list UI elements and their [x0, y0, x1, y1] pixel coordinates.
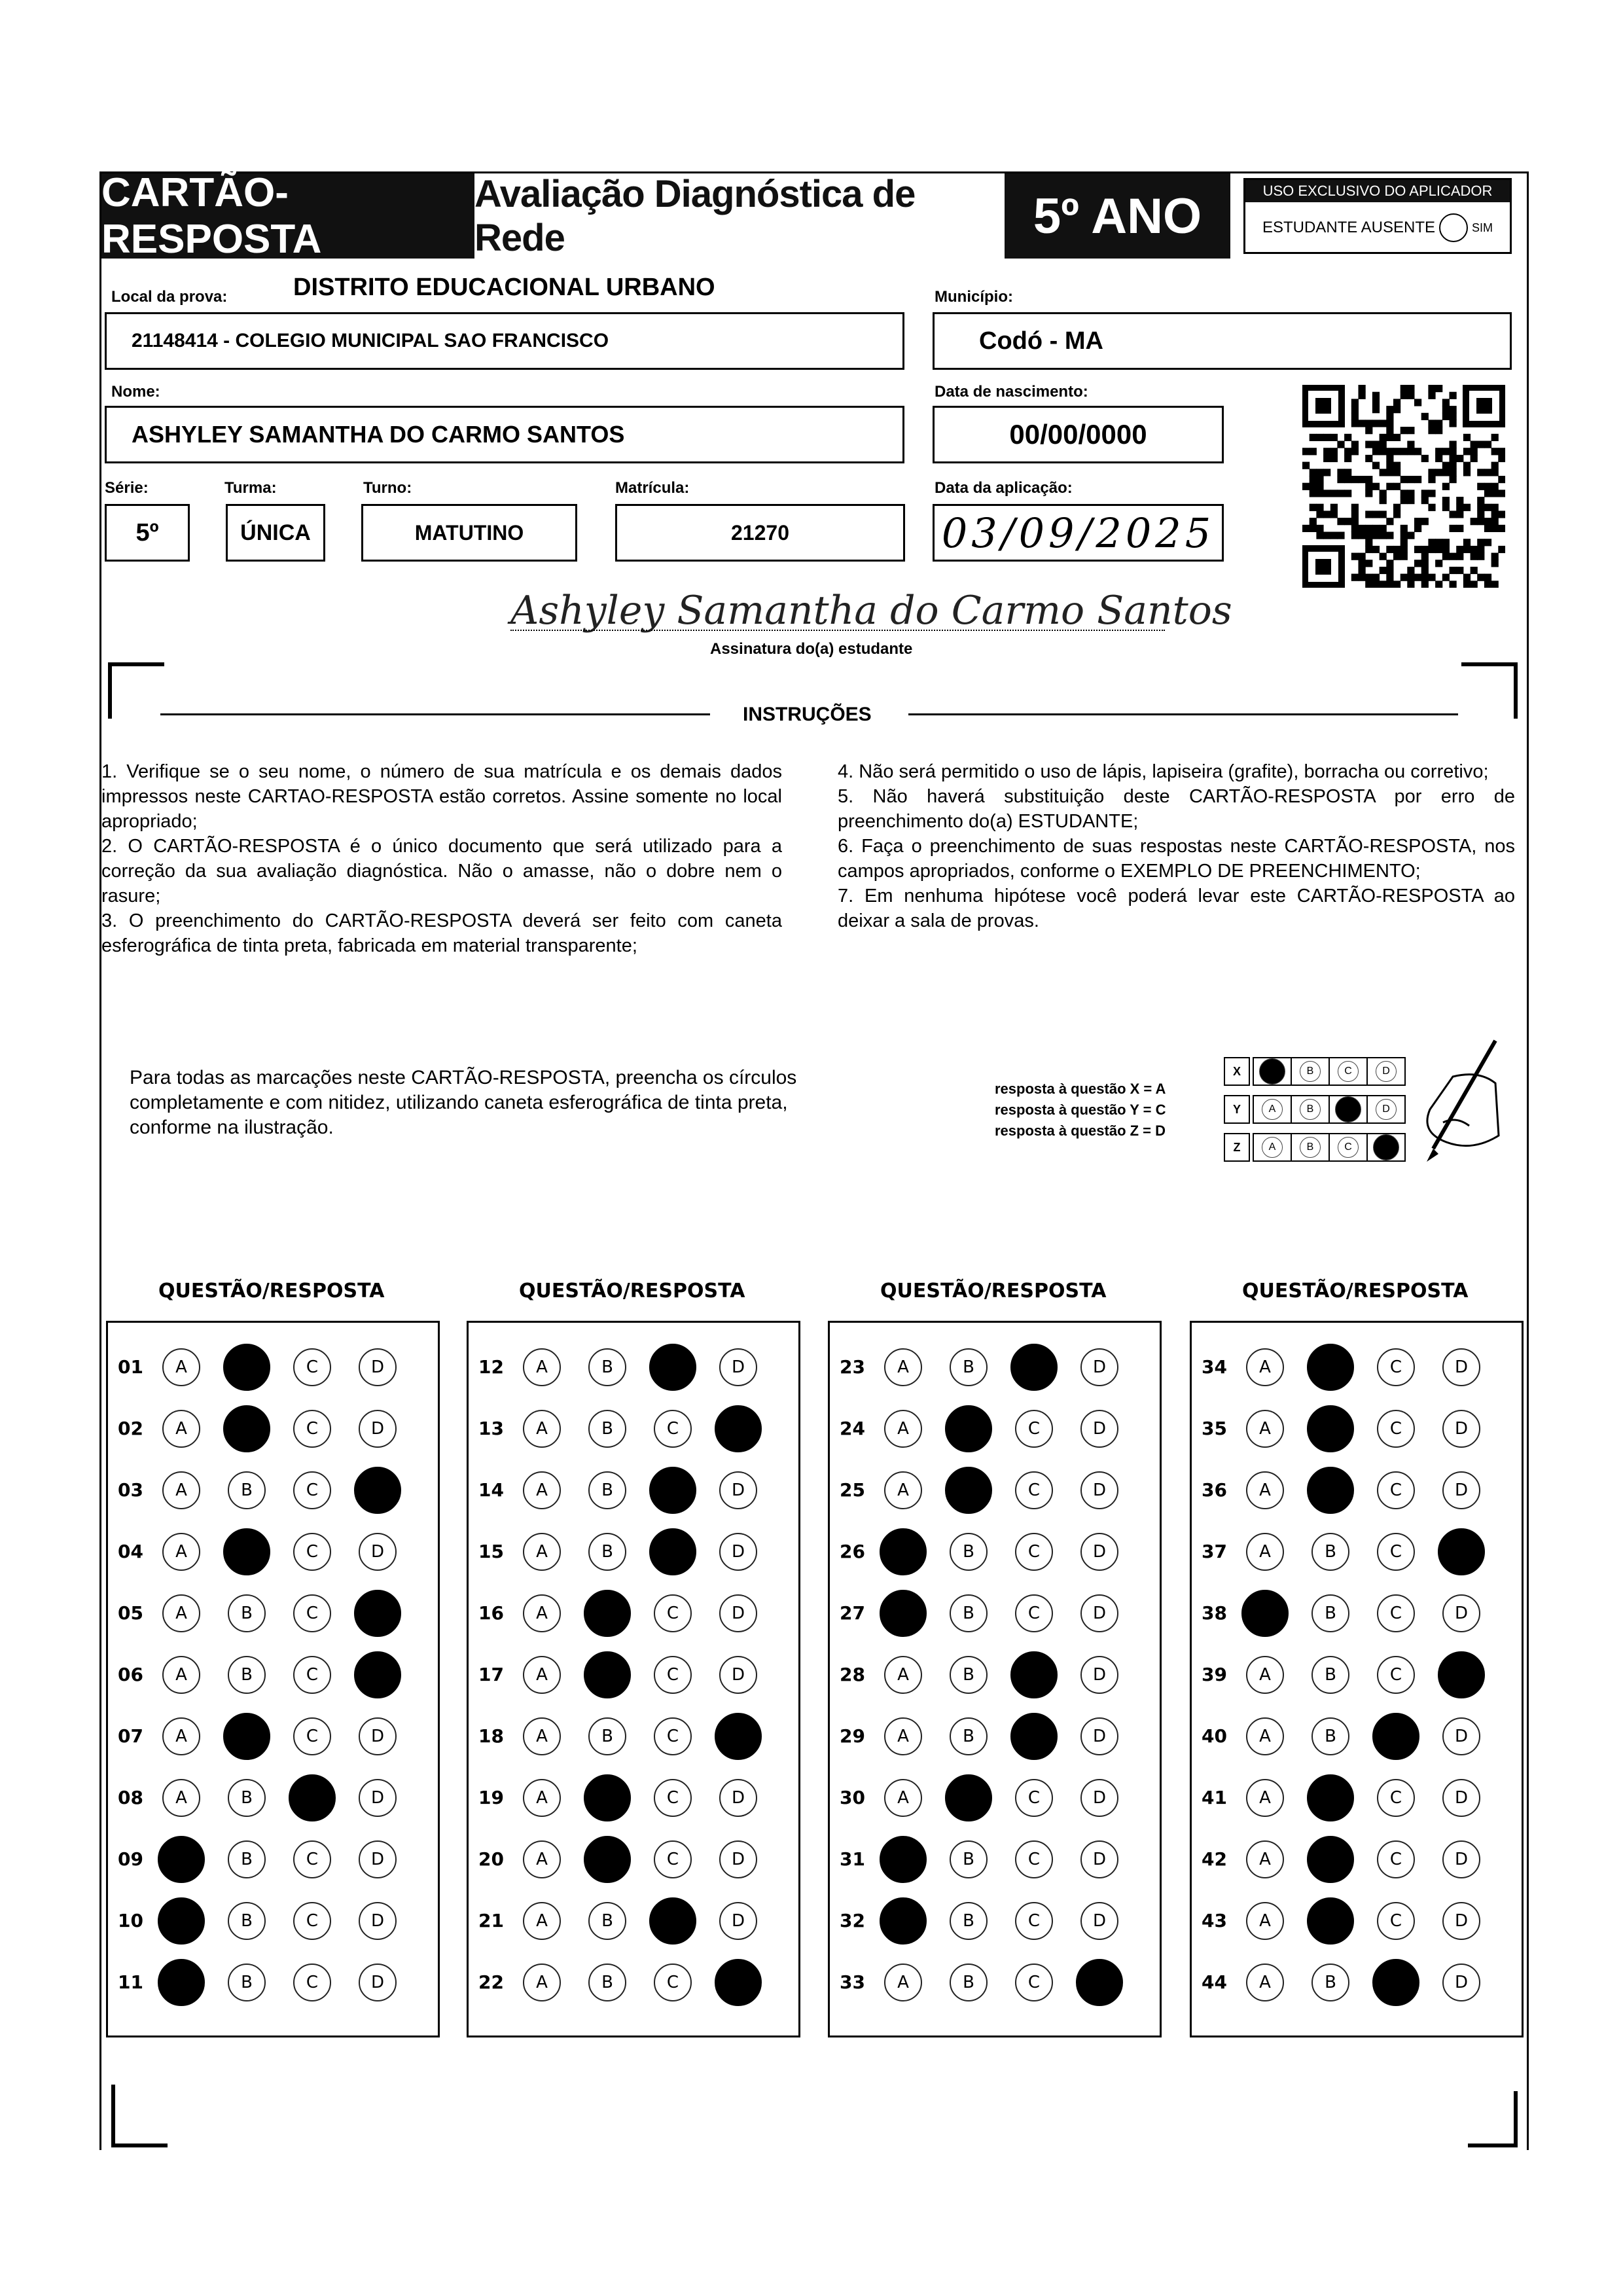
- column-header: QUESTÃO/RESPOSTA: [519, 1280, 745, 1302]
- instruction-5: 5. Não haverá substituição deste CARTÃO-RESPOSTA por erro de preenchimento do(a) ESTUDANTE;: [838, 786, 1515, 832]
- question-number: 13: [478, 1418, 504, 1439]
- example-bubble-d: D: [1376, 1099, 1397, 1120]
- instructions-title: INSTRUÇÕES: [743, 704, 872, 725]
- example-legend-x: resposta à questão X = A: [995, 1081, 1166, 1097]
- question-number: 36: [1202, 1479, 1227, 1501]
- answer-bubble-c-filled[interactable]: [1372, 1959, 1419, 2006]
- answer-bubble-a[interactable]: A: [884, 1717, 922, 1755]
- answer-bubble-a[interactable]: A: [523, 1594, 561, 1632]
- answer-bubble-c[interactable]: C: [293, 1348, 331, 1386]
- answer-bubble-d[interactable]: D: [1080, 1410, 1118, 1448]
- nome-value: ASHYLEY SAMANTHA DO CARMO SANTOS: [132, 421, 625, 448]
- answer-bubble-d[interactable]: D: [359, 1779, 397, 1817]
- answer-bubble-a-filled[interactable]: [880, 1897, 927, 1945]
- question-number: 07: [118, 1725, 143, 1747]
- question-number: 20: [478, 1848, 504, 1870]
- answer-bubble-d[interactable]: D: [719, 1348, 757, 1386]
- question-number: 19: [478, 1787, 504, 1808]
- serie-value: 5º: [135, 518, 159, 547]
- answer-bubble-c[interactable]: C: [293, 1471, 331, 1509]
- answer-bubble-b[interactable]: B: [588, 1348, 626, 1386]
- answer-bubble-d[interactable]: D: [1080, 1717, 1118, 1755]
- question-number: 09: [118, 1848, 143, 1870]
- question-number: 14: [478, 1479, 504, 1501]
- question-number: 38: [1202, 1602, 1227, 1624]
- example-bubble-b: B: [1300, 1061, 1321, 1082]
- answer-bubble-d[interactable]: D: [1080, 1902, 1118, 1940]
- answer-bubble-c-filled[interactable]: [649, 1528, 696, 1575]
- answer-bubble-b[interactable]: B: [228, 1779, 266, 1817]
- answer-bubble-b-filled[interactable]: [1307, 1897, 1354, 1945]
- answer-bubble-a[interactable]: A: [1246, 1348, 1284, 1386]
- answer-bubble-b[interactable]: B: [950, 1717, 988, 1755]
- answer-bubble-a[interactable]: A: [1246, 1471, 1284, 1509]
- answer-bubble-c[interactable]: C: [1015, 1410, 1053, 1448]
- answer-bubble-d[interactable]: D: [719, 1594, 757, 1632]
- exam-title: Avaliação Diagnóstica de Rede: [474, 173, 1005, 259]
- turma-value: ÚNICA: [240, 520, 311, 545]
- answer-bubble-d[interactable]: D: [1442, 1410, 1480, 1448]
- answer-bubble-c[interactable]: C: [293, 1902, 331, 1940]
- card-title: CARTÃO-RESPOSTA: [101, 173, 474, 259]
- answer-bubble-d[interactable]: D: [1442, 1964, 1480, 2001]
- answer-bubble-d[interactable]: D: [719, 1471, 757, 1509]
- question-number: 12: [478, 1356, 504, 1378]
- example-bubble-b: B: [1300, 1099, 1321, 1120]
- local-label: Local da prova:: [111, 288, 228, 306]
- question-number: 11: [118, 1971, 143, 1993]
- example-bubble-a: A: [1262, 1137, 1283, 1158]
- answer-bubble-b-filled[interactable]: [223, 1713, 270, 1760]
- answer-bubble-b-filled[interactable]: [223, 1405, 270, 1452]
- answer-bubble-a[interactable]: A: [523, 1471, 561, 1509]
- answer-bubble-d[interactable]: D: [719, 1840, 757, 1878]
- example-bubble-c: C: [1338, 1137, 1359, 1158]
- answer-bubble-d[interactable]: D: [1442, 1840, 1480, 1878]
- answer-bubble-a[interactable]: A: [1246, 1410, 1284, 1448]
- answer-bubble-b[interactable]: B: [950, 1656, 988, 1694]
- answer-bubble-a[interactable]: A: [162, 1779, 200, 1817]
- question-number: 03: [118, 1479, 143, 1501]
- answer-bubble-a[interactable]: A: [162, 1471, 200, 1509]
- answer-bubble-c[interactable]: C: [1377, 1656, 1415, 1694]
- answer-bubble-b[interactable]: B: [950, 1840, 988, 1878]
- answer-bubble-d[interactable]: D: [1080, 1779, 1118, 1817]
- example-legend-y: resposta à questão Y = C: [995, 1102, 1166, 1118]
- answer-bubble-c[interactable]: C: [1015, 1902, 1053, 1940]
- answer-bubble-c[interactable]: C: [1015, 1840, 1053, 1878]
- question-number: 10: [118, 1910, 143, 1931]
- answer-bubble-a[interactable]: A: [884, 1656, 922, 1694]
- question-number: 27: [840, 1602, 865, 1624]
- answer-bubble-c-filled[interactable]: [1372, 1713, 1419, 1760]
- column-header: QUESTÃO/RESPOSTA: [1242, 1280, 1469, 1302]
- answer-bubble-c[interactable]: C: [1015, 1471, 1053, 1509]
- answer-bubble-a[interactable]: A: [1246, 1656, 1284, 1694]
- answer-bubble-c[interactable]: C: [654, 1717, 692, 1755]
- answer-bubble-b[interactable]: B: [588, 1964, 626, 2001]
- turma-label: Turma:: [224, 479, 277, 497]
- answer-bubble-a[interactable]: A: [162, 1717, 200, 1755]
- corner-mark-bottom-right: [1468, 2091, 1518, 2147]
- answer-bubble-c[interactable]: C: [1377, 1902, 1415, 1940]
- question-number: 37: [1202, 1541, 1227, 1562]
- nome-label: Nome:: [111, 383, 160, 401]
- answer-bubble-d[interactable]: D: [359, 1348, 397, 1386]
- answer-bubble-b-filled[interactable]: [945, 1774, 992, 1821]
- answer-bubble-c[interactable]: C: [1015, 1779, 1053, 1817]
- answer-bubble-d-filled[interactable]: [1438, 1528, 1485, 1575]
- answer-bubble-a-filled[interactable]: [880, 1590, 927, 1637]
- answer-bubble-d[interactable]: D: [719, 1656, 757, 1694]
- answer-bubble-b-filled[interactable]: [584, 1651, 631, 1698]
- answer-bubble-b[interactable]: B: [950, 1902, 988, 1940]
- answer-bubble-c-filled[interactable]: [289, 1774, 336, 1821]
- answer-bubble-c[interactable]: C: [654, 1656, 692, 1694]
- answer-bubble-d[interactable]: D: [359, 1902, 397, 1940]
- answer-bubble-a[interactable]: A: [523, 1410, 561, 1448]
- answer-bubble-a-filled[interactable]: [158, 1959, 205, 2006]
- question-number: 06: [118, 1664, 143, 1685]
- question-number: 43: [1202, 1910, 1227, 1931]
- column-header: QUESTÃO/RESPOSTA: [158, 1280, 385, 1302]
- answer-bubble-b-filled[interactable]: [584, 1774, 631, 1821]
- answer-bubble-d[interactable]: D: [1080, 1594, 1118, 1632]
- matricula-label: Matrícula:: [615, 479, 690, 497]
- answer-bubble-b-filled[interactable]: [945, 1467, 992, 1514]
- answer-bubble-d[interactable]: D: [1442, 1902, 1480, 1940]
- answer-bubble-b[interactable]: B: [228, 1902, 266, 1940]
- nascimento-value: 00/00/0000: [1009, 419, 1147, 450]
- answer-bubble-d[interactable]: D: [1442, 1779, 1480, 1817]
- answer-bubble-b[interactable]: B: [1311, 1594, 1349, 1632]
- answer-bubble-c-filled[interactable]: [649, 1467, 696, 1514]
- question-number: 08: [118, 1787, 143, 1808]
- answer-bubble-b[interactable]: B: [950, 1964, 988, 2001]
- answer-bubble-c[interactable]: C: [654, 1779, 692, 1817]
- answer-bubble-d[interactable]: D: [719, 1779, 757, 1817]
- answer-bubble-b[interactable]: B: [228, 1471, 266, 1509]
- question-number: 34: [1202, 1356, 1227, 1378]
- answer-bubble-a[interactable]: A: [1246, 1779, 1284, 1817]
- answer-bubble-a[interactable]: A: [1246, 1717, 1284, 1755]
- answer-bubble-b-filled[interactable]: [1307, 1774, 1354, 1821]
- question-number: 44: [1202, 1971, 1227, 1993]
- answer-bubble-a[interactable]: A: [884, 1964, 922, 2001]
- answer-bubble-a[interactable]: A: [523, 1964, 561, 2001]
- answer-bubble-d[interactable]: D: [1442, 1717, 1480, 1755]
- answer-bubble-a[interactable]: A: [162, 1656, 200, 1694]
- question-number: 31: [840, 1848, 865, 1870]
- question-number: 29: [840, 1725, 865, 1747]
- answer-bubble-a[interactable]: A: [523, 1779, 561, 1817]
- instruction-2: 2. O CARTÃO-RESPOSTA é o único documento que será utilizado para a correção da sua avaliação diagnóstica. Não o amasse, não o dobre nem o rasure;: [101, 836, 782, 906]
- answer-bubble-b[interactable]: B: [228, 1656, 266, 1694]
- answer-bubble-b[interactable]: B: [588, 1717, 626, 1755]
- answer-bubble-a-filled[interactable]: [158, 1897, 205, 1945]
- answer-bubble-d-filled[interactable]: [1076, 1959, 1123, 2006]
- question-number: 21: [478, 1910, 504, 1931]
- answer-bubble-b-filled[interactable]: [1307, 1405, 1354, 1452]
- local-value: DISTRITO EDUCACIONAL URBANO: [293, 274, 715, 301]
- answer-bubble-d[interactable]: D: [1442, 1594, 1480, 1632]
- signature-label: Assinatura do(a) estudante: [710, 640, 913, 658]
- school-value: 21148414 - COLEGIO MUNICIPAL SAO FRANCISCO: [132, 330, 609, 351]
- answer-bubble-a-filled[interactable]: [880, 1836, 927, 1883]
- example-text: Para todas as marcações neste CARTÃO-RESPOSTA, preencha os círculos completamente e com nitidez, utilizando caneta esferográfica de tinta preta, conforme na ilustração.: [130, 1067, 797, 1138]
- answer-bubble-b[interactable]: B: [588, 1410, 626, 1448]
- answer-bubble-c[interactable]: C: [1015, 1533, 1053, 1571]
- grade-badge: 5º ANO: [1005, 173, 1230, 259]
- answer-bubble-c[interactable]: C: [1015, 1964, 1053, 2001]
- question-number: 18: [478, 1725, 504, 1747]
- question-number: 05: [118, 1602, 143, 1624]
- answer-bubble-b-filled[interactable]: [223, 1344, 270, 1391]
- nascimento-label: Data de nascimento:: [935, 383, 1088, 401]
- answer-bubble-c[interactable]: C: [654, 1840, 692, 1878]
- answer-bubble-a[interactable]: A: [162, 1410, 200, 1448]
- question-number: 26: [840, 1541, 865, 1562]
- example-bubble-a: A: [1262, 1099, 1283, 1120]
- question-number: 04: [118, 1541, 143, 1562]
- answer-bubble-d[interactable]: D: [1442, 1471, 1480, 1509]
- answer-bubble-d-filled[interactable]: [354, 1590, 401, 1637]
- answer-bubble-b[interactable]: B: [588, 1533, 626, 1571]
- aplicacao-value: 03/09/2025: [941, 509, 1215, 557]
- answer-bubble-c[interactable]: C: [293, 1410, 331, 1448]
- example-row-label: Y: [1224, 1095, 1250, 1124]
- example-row-label: Z: [1224, 1133, 1250, 1162]
- applicator-label: USO EXCLUSIVO DO APLICADOR: [1245, 180, 1510, 202]
- example-bubble-c: C: [1338, 1061, 1359, 1082]
- question-number: 22: [478, 1971, 504, 1993]
- answer-bubble-a[interactable]: A: [162, 1594, 200, 1632]
- absent-option: SIM: [1472, 221, 1493, 234]
- answer-bubble-b[interactable]: B: [1311, 1717, 1349, 1755]
- answer-bubble-b[interactable]: B: [1311, 1656, 1349, 1694]
- answer-bubble-c[interactable]: C: [654, 1410, 692, 1448]
- answer-bubble-b[interactable]: B: [588, 1902, 626, 1940]
- question-number: 16: [478, 1602, 504, 1624]
- answer-bubble-c-filled[interactable]: [649, 1344, 696, 1391]
- answer-bubble-d[interactable]: D: [1442, 1348, 1480, 1386]
- answer-bubble-b[interactable]: B: [228, 1840, 266, 1878]
- answer-bubble-a-filled[interactable]: [880, 1528, 927, 1575]
- answer-bubble-b-filled[interactable]: [584, 1590, 631, 1637]
- answer-bubble-d[interactable]: D: [719, 1533, 757, 1571]
- answer-bubble-b-filled[interactable]: [1307, 1467, 1354, 1514]
- matricula-value: 21270: [731, 520, 789, 545]
- question-number: 02: [118, 1418, 143, 1439]
- answer-bubble-d[interactable]: D: [719, 1902, 757, 1940]
- answer-bubble-a-filled[interactable]: [1241, 1590, 1289, 1637]
- answer-bubble-a[interactable]: A: [884, 1779, 922, 1817]
- answer-bubble-c[interactable]: C: [1377, 1594, 1415, 1632]
- instruction-3: 3. O preenchimento do CARTÃO-RESPOSTA deverá ser feito com caneta esferográfica de tinta preta, fabricada em material transparente;: [101, 910, 782, 956]
- question-number: 23: [840, 1356, 865, 1378]
- answer-bubble-c[interactable]: C: [293, 1656, 331, 1694]
- answer-bubble-b-filled[interactable]: [1307, 1836, 1354, 1883]
- answer-bubble-d[interactable]: D: [359, 1964, 397, 2001]
- aplicacao-label: Data da aplicação:: [935, 479, 1073, 497]
- question-number: 17: [478, 1664, 504, 1685]
- question-number: 25: [840, 1479, 865, 1501]
- answer-bubble-c[interactable]: C: [1015, 1594, 1053, 1632]
- answer-bubble-b[interactable]: B: [950, 1533, 988, 1571]
- answer-bubble-d-filled[interactable]: [354, 1467, 401, 1514]
- answer-bubble-d-filled[interactable]: [1438, 1651, 1485, 1698]
- answer-bubble-d[interactable]: D: [1080, 1533, 1118, 1571]
- answer-bubble-c[interactable]: C: [293, 1533, 331, 1571]
- answer-bubble-a[interactable]: A: [162, 1348, 200, 1386]
- answer-bubble-d[interactable]: D: [1080, 1656, 1118, 1694]
- answer-bubble-a-filled[interactable]: [158, 1836, 205, 1883]
- answer-bubble-a[interactable]: A: [523, 1902, 561, 1940]
- question-number: 28: [840, 1664, 865, 1685]
- question-number: 42: [1202, 1848, 1227, 1870]
- answer-bubble-d[interactable]: D: [1080, 1471, 1118, 1509]
- answer-bubble-d[interactable]: D: [1080, 1348, 1118, 1386]
- example-bubble-b: B: [1300, 1137, 1321, 1158]
- answer-bubble-c[interactable]: C: [654, 1964, 692, 2001]
- turno-value: MATUTINO: [414, 520, 524, 545]
- answer-bubble-a[interactable]: A: [523, 1840, 561, 1878]
- answer-bubble-c[interactable]: C: [1377, 1533, 1415, 1571]
- answer-bubble-a[interactable]: A: [1246, 1533, 1284, 1571]
- answer-bubble-c[interactable]: C: [1377, 1779, 1415, 1817]
- question-number: 39: [1202, 1664, 1227, 1685]
- municipio-value: Codó - MA: [979, 327, 1103, 355]
- question-number: 30: [840, 1787, 865, 1808]
- answer-bubble-a[interactable]: A: [523, 1717, 561, 1755]
- instruction-6: 6. Faça o preenchimento de suas respostas neste CARTÃO-RESPOSTA, nos campos apropriados, conforme o EXEMPLO DE PREENCHIMENTO;: [838, 836, 1515, 882]
- answer-bubble-b[interactable]: B: [1311, 1964, 1349, 2001]
- municipio-label: Município:: [935, 288, 1013, 306]
- answer-bubble-b-filled[interactable]: [584, 1836, 631, 1883]
- answer-bubble-a[interactable]: A: [523, 1656, 561, 1694]
- question-number: 35: [1202, 1418, 1227, 1439]
- answer-bubble-b-filled[interactable]: [223, 1528, 270, 1575]
- example-bubble-d: D: [1376, 1061, 1397, 1082]
- answer-bubble-c[interactable]: C: [293, 1717, 331, 1755]
- answer-bubble-c[interactable]: C: [293, 1840, 331, 1878]
- answer-bubble-a[interactable]: A: [1246, 1902, 1284, 1940]
- answer-bubble-a[interactable]: A: [162, 1533, 200, 1571]
- question-number: 32: [840, 1910, 865, 1931]
- answer-bubble-c[interactable]: C: [1377, 1840, 1415, 1878]
- serie-label: Série:: [105, 479, 149, 497]
- example-legend-z: resposta à questão Z = D: [995, 1122, 1166, 1139]
- answer-bubble-a[interactable]: A: [884, 1348, 922, 1386]
- answer-bubble-d-filled[interactable]: [715, 1713, 762, 1760]
- answer-bubble-b[interactable]: B: [228, 1594, 266, 1632]
- answer-bubble-b[interactable]: B: [1311, 1533, 1349, 1571]
- answer-bubble-d[interactable]: D: [359, 1410, 397, 1448]
- instruction-7: 7. Em nenhuma hipótese você poderá levar este CARTÃO-RESPOSTA ao deixar a sala de provas.: [838, 886, 1515, 931]
- answer-bubble-c-filled[interactable]: [1010, 1651, 1058, 1698]
- answer-bubble-c[interactable]: C: [293, 1594, 331, 1632]
- answer-bubble-b[interactable]: B: [588, 1471, 626, 1509]
- answer-bubble-c[interactable]: C: [293, 1964, 331, 2001]
- answer-bubble-a[interactable]: A: [1246, 1964, 1284, 2001]
- example-row-label: X: [1224, 1057, 1250, 1086]
- question-number: 01: [118, 1356, 143, 1378]
- signature: Ashyley Samantha do Carmo Santos: [510, 588, 1232, 634]
- turno-label: Turno:: [363, 479, 412, 497]
- answer-bubble-d[interactable]: D: [1080, 1840, 1118, 1878]
- answer-bubble-c[interactable]: C: [1377, 1471, 1415, 1509]
- answer-bubble-b-filled[interactable]: [945, 1405, 992, 1452]
- question-number: 33: [840, 1971, 865, 1993]
- absent-label: ESTUDANTE AUSENTE: [1262, 219, 1436, 236]
- answer-bubble-c[interactable]: C: [654, 1594, 692, 1632]
- answer-bubble-a[interactable]: A: [1246, 1840, 1284, 1878]
- answer-bubble-c[interactable]: C: [1377, 1348, 1415, 1386]
- answer-bubble-c[interactable]: C: [1377, 1410, 1415, 1448]
- answer-bubble-c-filled[interactable]: [1010, 1713, 1058, 1760]
- answer-bubble-d-filled[interactable]: [354, 1651, 401, 1698]
- question-number: 41: [1202, 1787, 1227, 1808]
- answer-bubble-d-filled[interactable]: [715, 1405, 762, 1452]
- question-number: 15: [478, 1541, 504, 1562]
- answer-bubble-b-filled[interactable]: [1307, 1344, 1354, 1391]
- answer-bubble-d-filled[interactable]: [715, 1959, 762, 2006]
- answer-bubble-a[interactable]: A: [884, 1471, 922, 1509]
- corner-mark-bottom-left: [111, 2085, 168, 2147]
- question-number: 24: [840, 1418, 865, 1439]
- answer-bubble-a[interactable]: A: [523, 1348, 561, 1386]
- answer-bubble-b[interactable]: B: [950, 1348, 988, 1386]
- answer-bubble-c-filled[interactable]: [649, 1897, 696, 1945]
- instruction-4: 4. Não será permitido o uso de lápis, lapiseira (grafite), borracha ou corretivo;: [838, 761, 1489, 782]
- answer-bubble-c-filled[interactable]: [1010, 1344, 1058, 1391]
- answer-bubble-a[interactable]: A: [884, 1410, 922, 1448]
- answer-bubble-d[interactable]: D: [359, 1533, 397, 1571]
- column-header: QUESTÃO/RESPOSTA: [880, 1280, 1107, 1302]
- answer-bubble-d[interactable]: D: [359, 1840, 397, 1878]
- answer-bubble-d[interactable]: D: [359, 1717, 397, 1755]
- question-number: 40: [1202, 1725, 1227, 1747]
- answer-bubble-a[interactable]: A: [523, 1533, 561, 1571]
- answer-bubble-b[interactable]: B: [950, 1594, 988, 1632]
- instruction-1: 1. Verifique se o seu nome, o número de sua matrícula e os demais dados impressos neste CARTAO-RESPOSTA estão corretos. Assine somente no local apropriado;: [101, 761, 782, 832]
- answer-bubble-b[interactable]: B: [228, 1964, 266, 2001]
